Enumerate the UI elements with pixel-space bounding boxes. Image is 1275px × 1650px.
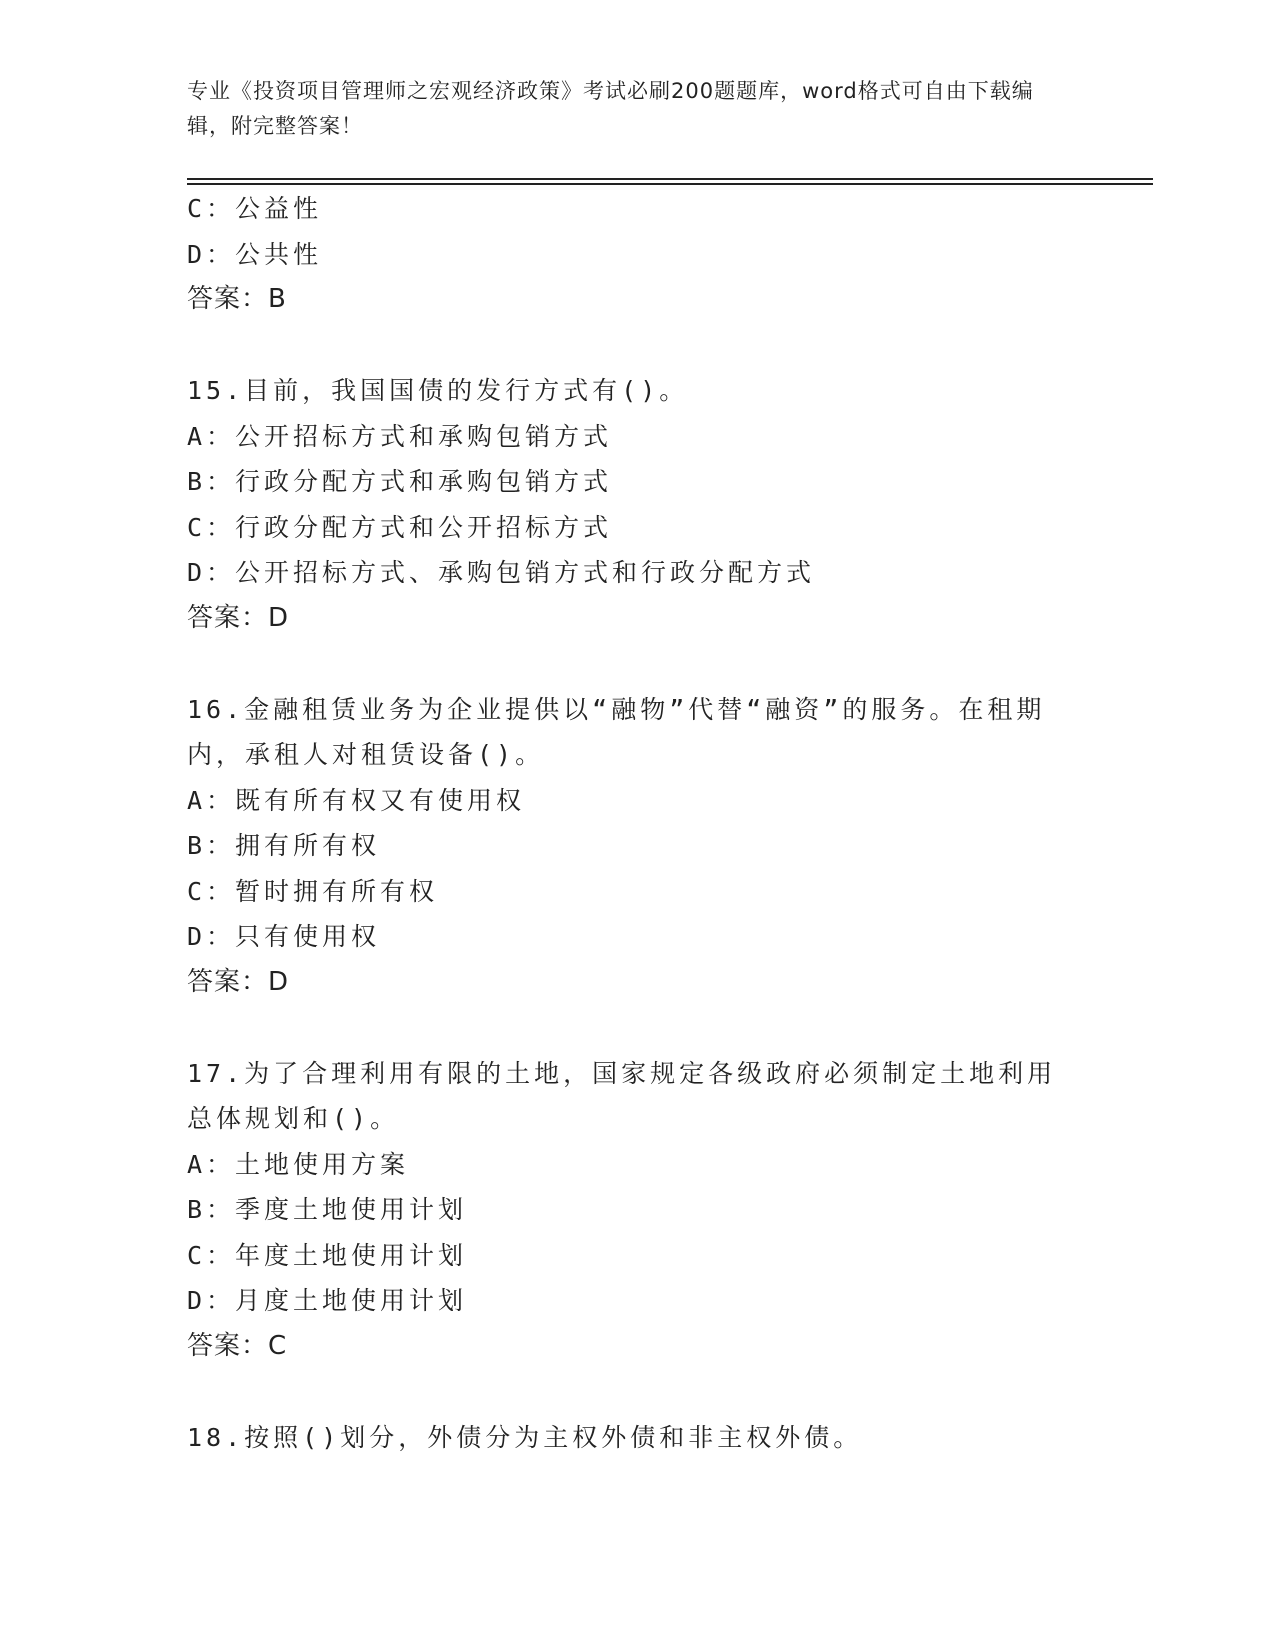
question-text: 15.目前，我国国债的发行方式有()。 bbox=[187, 376, 689, 405]
spacer bbox=[187, 641, 1087, 687]
option-d: D：公开招标方式、承购包销方式和行政分配方式 bbox=[187, 558, 816, 587]
option-c: C：公益性 bbox=[187, 194, 323, 223]
document-header: 专业《投资项目管理师之宏观经济政策》考试必刷200题题库，word格式可自由下载编辑，附完整答案！ bbox=[187, 79, 1034, 138]
answer-label: 答案：C bbox=[187, 1330, 288, 1361]
spacer bbox=[187, 323, 1087, 369]
option-c: C：年度土地使用计划 bbox=[187, 1240, 468, 1270]
answer-label: 答案：D bbox=[187, 966, 290, 997]
question-18 bbox=[187, 1415, 1087, 1461]
question-text: 17.为了合理利用有限的土地，国家规定各级政府必须制定土地利用总体规划和()。 bbox=[187, 1058, 1057, 1133]
header-divider-bottom bbox=[187, 183, 1153, 185]
question-content bbox=[187, 186, 1087, 1460]
option-d: D：公共性 bbox=[187, 239, 323, 269]
option-a: A：公开招标方式和承购包销方式 bbox=[187, 421, 613, 451]
option-d: D：月度土地使用计划 bbox=[187, 1286, 468, 1315]
option-a: A：既有所有权又有使用权 bbox=[187, 785, 526, 815]
spacer bbox=[187, 1005, 1087, 1051]
option-c: C：行政分配方式和公开招标方式 bbox=[187, 512, 613, 542]
answer-label: 答案：B bbox=[187, 284, 287, 314]
header-divider-top bbox=[187, 178, 1153, 180]
option-c: C：暂时拥有所有权 bbox=[187, 876, 439, 906]
question-16 bbox=[187, 687, 1087, 1006]
option-d: D：只有使用权 bbox=[187, 922, 381, 951]
option-a: A：土地使用方案 bbox=[187, 1149, 410, 1179]
question-17 bbox=[187, 1051, 1087, 1370]
question-text: 16.金融租赁业务为企业提供以“融物”代替“融资”的服务。在租期内，承租人对租赁设备()。 bbox=[187, 694, 1046, 769]
question-15 bbox=[187, 368, 1087, 641]
option-b: B：行政分配方式和承购包销方式 bbox=[187, 467, 613, 496]
option-b: B：拥有所有权 bbox=[187, 831, 381, 860]
question-14-tail bbox=[187, 186, 1087, 323]
answer-label: 答案：D bbox=[187, 602, 290, 633]
option-b: B：季度土地使用计划 bbox=[187, 1195, 468, 1224]
question-text: 18.按照()划分，外债分为主权外债和非主权外债。 bbox=[187, 1422, 863, 1452]
spacer bbox=[187, 1369, 1087, 1415]
